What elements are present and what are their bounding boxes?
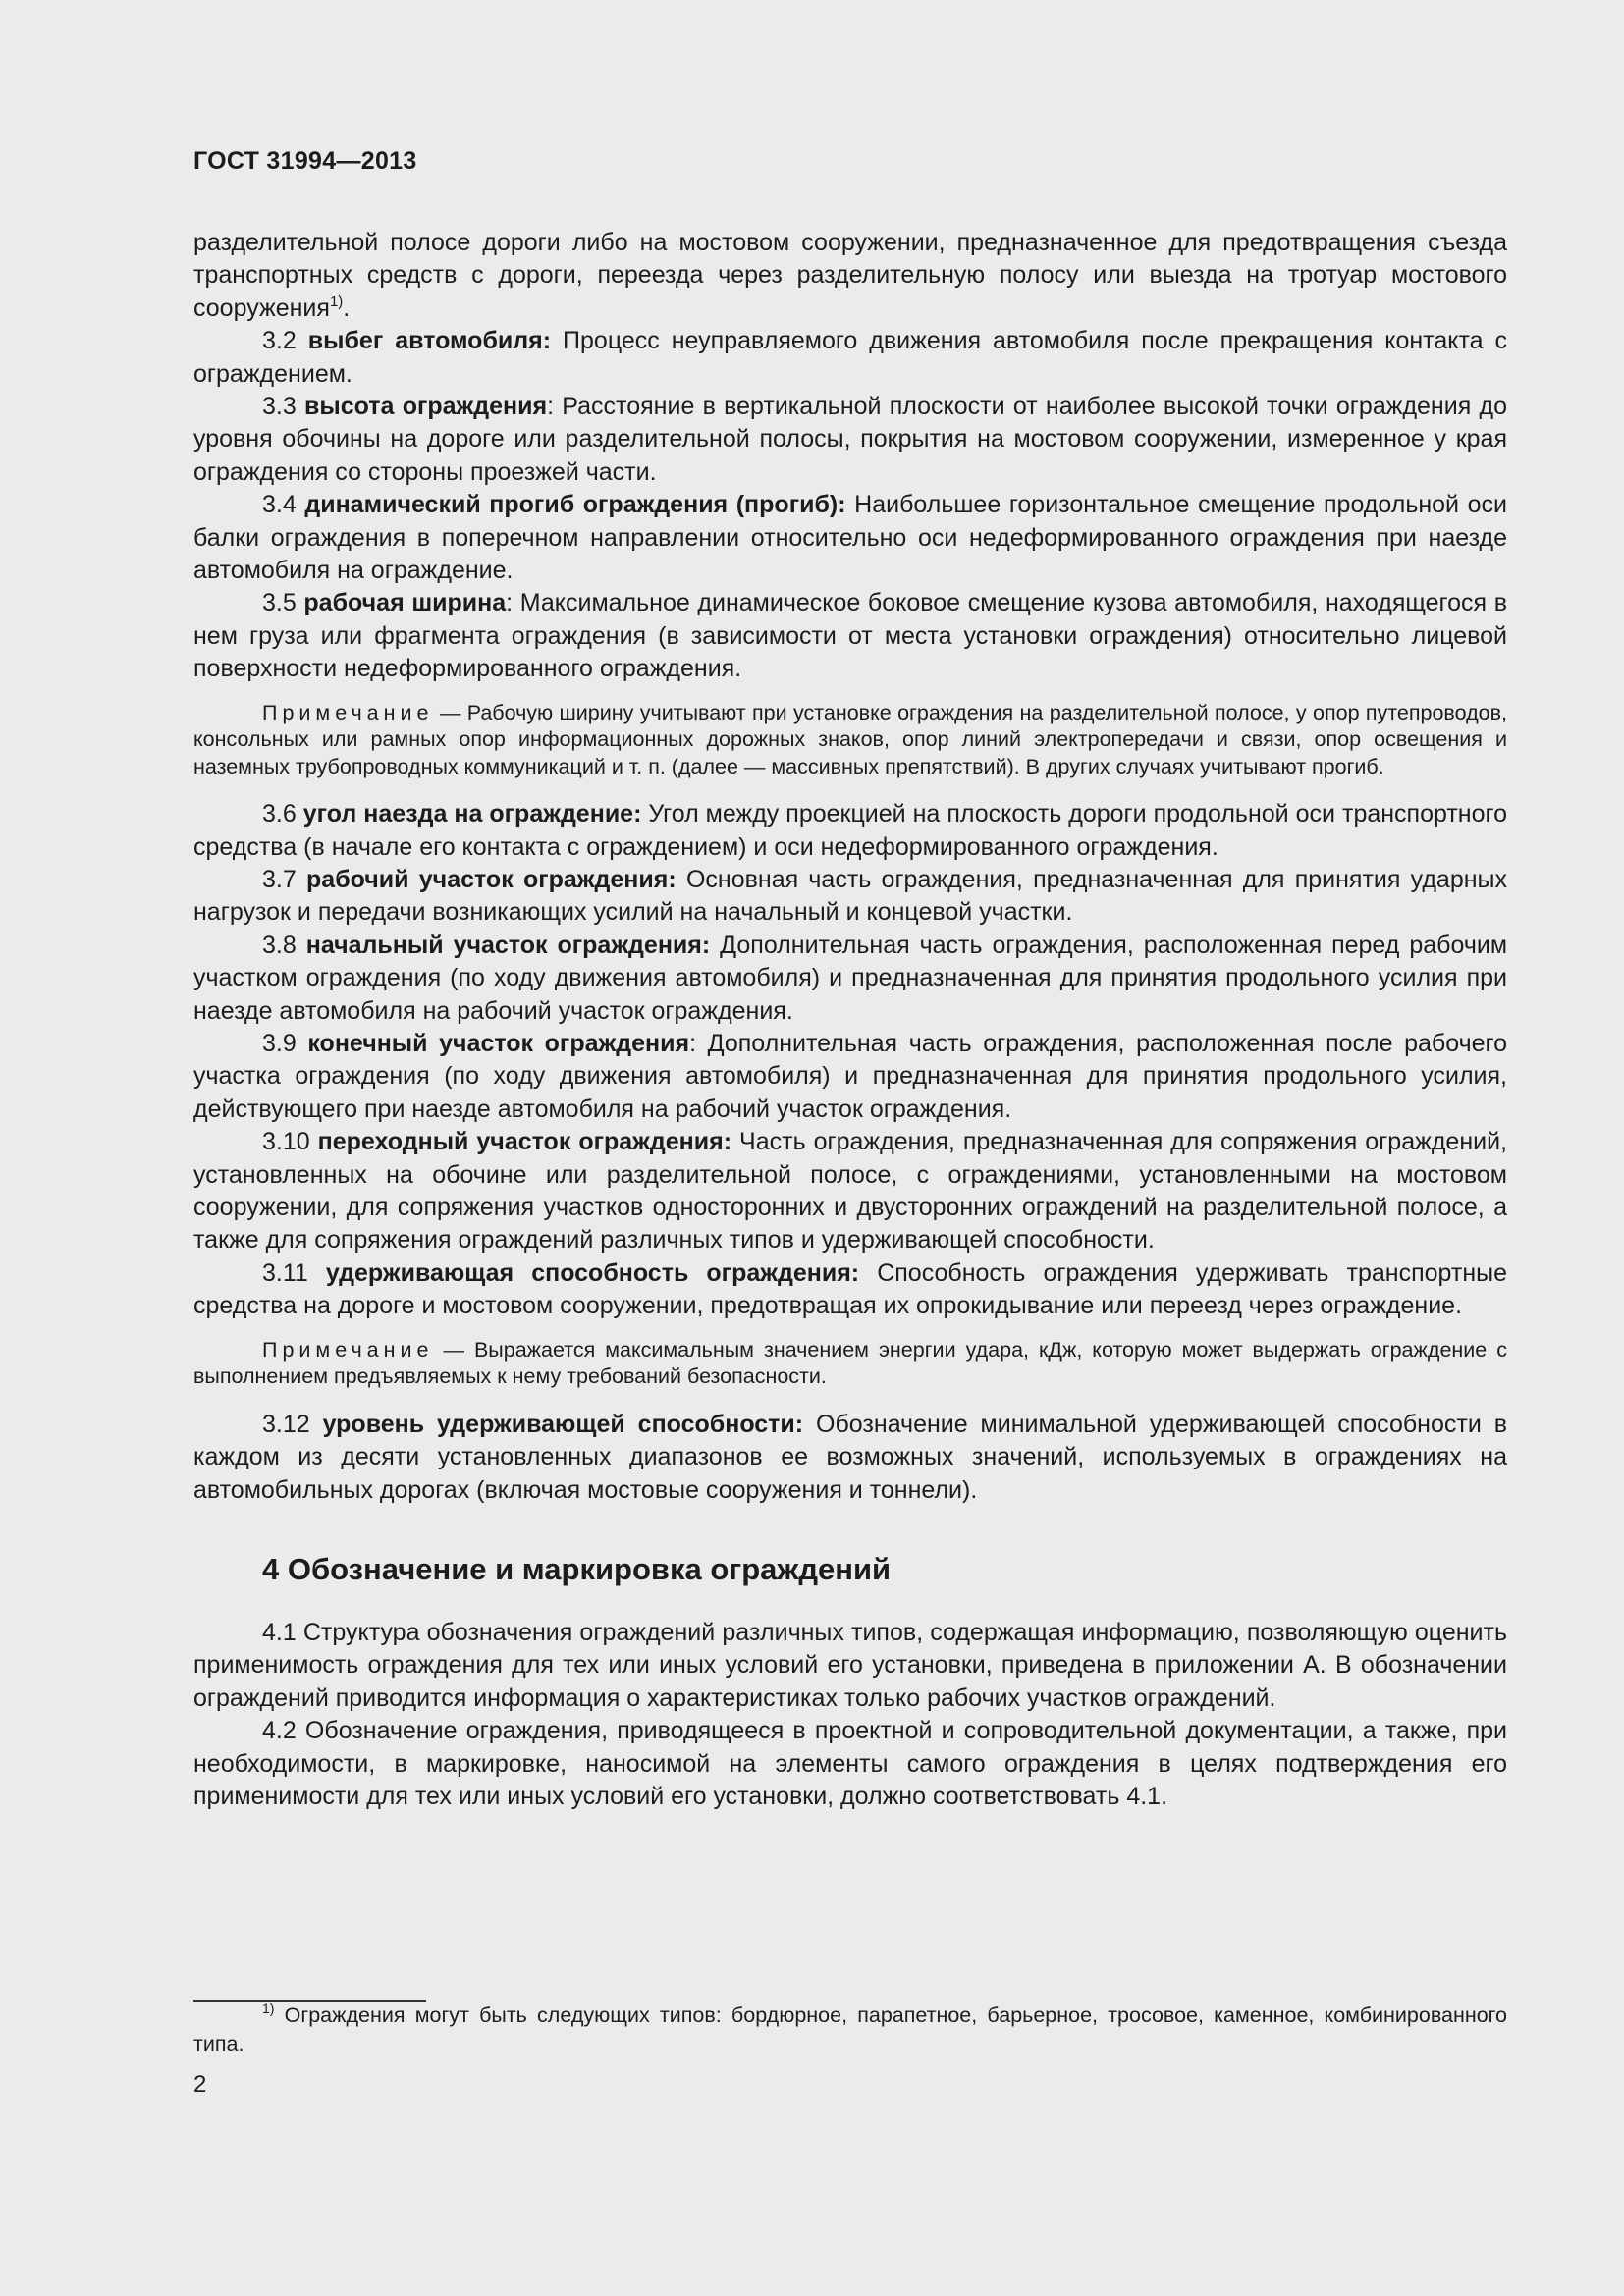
paragraph-4-2: 4.2 Обозначение ограждения, приводящееся в проектной и сопроводительной документации, а также, при необходимости, в маркировке, наносимой на элементы самого ограждения в целях подтверждения его применимости для тех или иных условий его установки, должно соответствовать 4.1. bbox=[193, 1717, 1507, 1810]
footnote-mark: 1) bbox=[262, 2001, 275, 2016]
note-label: Примечание bbox=[262, 700, 434, 724]
term-name: рабочий участок ограждения: bbox=[306, 866, 677, 893]
term-name: начальный участок ограждения: bbox=[305, 931, 711, 959]
term-3-8: 3.8 начальный участок ограждения: Дополнительная часть ограждения, расположенная перед рабочим участком ограждения (по ходу движения автомобиля) и предназначенная для принятия продольного усилия при наезде автомобиля на рабочий участок ограждения. bbox=[193, 931, 1508, 1025]
term-3-10: 3.10 переходный участок ограждения: Часть ограждения, предназначенная для сопряжения ограждений, установленных на обочине или разделительной полосе, с ограждениями, установленными на мостовом сооружении, для сопряжения участков односторонних и двусторонних ограждений на разделительной полосе, а также для сопряжения ограждений различных типов и удерживающей способности. bbox=[193, 1128, 1508, 1255]
paragraph-4-1: 4.1 Структура обозначения ограждений различных типов, содержащая информацию, позволяющую оценить применимость ограждения для тех или иных условий его установки, приведена в приложении А. В обозначении ограждений приводится информация о характеристиках только рабочих участков ограждений. bbox=[193, 1618, 1507, 1712]
term-name: рабочая ширина bbox=[303, 589, 507, 617]
term-name: динамический прогиб ограждения (прогиб): bbox=[304, 491, 846, 519]
term-3-3: 3.3 высота ограждения: Расстояние в вертикальной плоскости от наиболее высокой точки ограждения до уровня обочины на дороге или разделительной полосы, покрытия на мостовом сооружении, измеренное у края ограждения со стороны проезжей части. bbox=[193, 393, 1507, 486]
term-3-6: 3.6 угол наезда на ограждение: Угол между проекцией на плоскость дороги продольной оси транспортного средства (в начале его контакта с ограждением) и оси недеформированного ограждения. bbox=[193, 800, 1507, 861]
term-name: конечный участок ограждения bbox=[307, 1030, 690, 1058]
term-3-5: 3.5 рабочая ширина: Максимальное динамическое боковое смещение кузова автомобиля, находящегося в нем груза или фрагмента ограждения (в зависимости от места установки ограждения) относительно лицевой поверхности недеформированного ограждения. bbox=[193, 589, 1507, 683]
term-name: угол наезда на ограждение: bbox=[302, 800, 642, 828]
term-3-11: 3.11 удерживающая способность ограждения: Способность ограждения удерживать транспортные средства на дороге и мостовом сооружении, предотвращая их опрокидывание или переезд через ограждение. bbox=[193, 1258, 1507, 1320]
term-3-2: 3.2 выбег автомобиля: Процесс неуправляемого движения автомобиля после прекращения контакта с ограждением. bbox=[193, 327, 1508, 388]
term-3-4: 3.4 динамический прогиб ограждения (прогиб): Наибольшее горизонтальное смещение продольной оси балки ограждения в поперечном направлении относительно оси недеформированного ограждения при наезде автомобиля на ограждение. bbox=[193, 491, 1507, 585]
document-body bbox=[193, 227, 1507, 1813]
footnote-ref: 1) bbox=[329, 293, 344, 310]
note-label: Примечание bbox=[262, 1337, 434, 1362]
paragraph-continuation: разделительной полосе дороги либо на мостовом сооружении, предназначенное для предотвращения съезда транспортных средств с дороги, переезда через разделительную полосу или выезда на тротуар мостового сооружения$^{1)}$. bbox=[193, 229, 1507, 322]
document-code-header: ГОСТ 31994—2013 bbox=[193, 147, 417, 175]
term-name: удерживающая способность ограждения: bbox=[325, 1258, 860, 1287]
term-name: уровень удерживающей способности: bbox=[322, 1410, 804, 1438]
page-number: 2 bbox=[193, 2071, 207, 2098]
term-name: переходный участок ограждения: bbox=[317, 1128, 732, 1156]
term-3-7: 3.7 рабочий участок ограждения: Основная часть ограждения, предназначенная для принятия ударных нагрузок и передачи возникающих усилий на начальный и концевой участки. bbox=[193, 866, 1508, 927]
note-working-width: Примечание — Рабочую ширину учитывают при установке ограждения на разделительной полосе, у опор путепроводов, консольных или рамных опор информационных дорожных знаков, опор линий электропередачи и связи, опор освещения и наземных трубопроводных коммуникаций и т. п. (далее — массивных препятствий). В других случаях учитывают прогиб. bbox=[193, 700, 1507, 778]
term-3-9: 3.9 конечный участок ограждения: Дополнительная часть ограждения, расположенная после рабочего участка ограждения (по ходу движения автомобиля) и предназначенная для принятия продольного усилия, действующего при наезде автомобиля на рабочий участок ограждения. bbox=[193, 1030, 1507, 1123]
term-name: высота ограждения bbox=[304, 393, 548, 421]
section-4-heading: 4 Обозначение и маркировка ограждений bbox=[262, 1551, 892, 1586]
term-3-12: 3.12 уровень удерживающей способности: Обозначение минимальной удерживающей способности в каждом из десяти установленных диапазонов ее возможных значений, используемых в ограждениях на автомобильных дорогах (включая мостовые сооружения и тоннели). bbox=[193, 1410, 1507, 1504]
term-name: выбег автомобиля: bbox=[307, 327, 552, 355]
footnote: $^{1)}$ Ограждения могут быть следующих типов: бордюрное, парапетное, барьерное, тросовое, каменное, комбинированного типа. bbox=[193, 2001, 1507, 2056]
note-impact-energy: Примечание — Выражается максимальным значением энергии удара, кДж, которую может выдержать ограждение с выполнением предъявляемых к нему требований безопасности. bbox=[193, 1337, 1507, 1389]
